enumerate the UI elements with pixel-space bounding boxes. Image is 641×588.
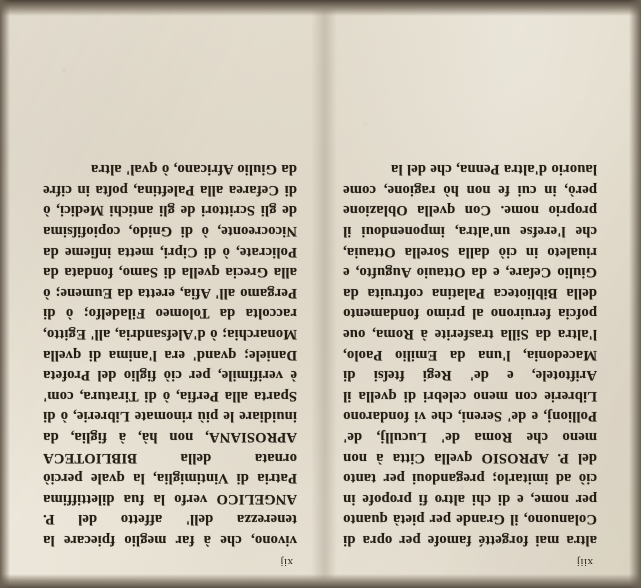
- right-page: [17, 20, 309, 568]
- right-page-paragraph: vivono, che à far meglio fpiecare la tenerezza dell' affetto del P. ANGELICO verfo la fua dilettiffima Patria di Vintimiglia, la qvale perciò ornata della BIBLIOTECA APROSIANA, non hà, à figlia, da inuidiare le più rinomate Librerie, ò di Sparta alla Perfia, ò di Tiratura, com' è verifimile, per ciò figlio del Profeta Daniele; qvand' era l'anima di qvella Monarchia; ò d'Alefsandria, all' Egitto, raccolta da Tolomeo Filadelfo; ò di Pergamo all' Afia, eretta da Eumene; ò alla Grecia qvella di Samo, fondata da Policrate, ò di Cipri, metta inſieme da Nicocreonte, ò di Gnido, copiofiſsima de gli Scrittori de gli antichi Medici, ò di Cefarea alla Paleftina, poſta in cifre da Giulio Africano, ò qval' altra: [43, 161, 297, 548]
- left-page-paragraph: altra mai forgetté famofe per opra di Colanuono, il Grande per pietà quanto per nome, e di chi altro fi propofe in ciò ad imitarlo; pregandoui per tanto del P. APROSIO qvella Citta à non meno che Roma de' Lucullj, de' Pollionj, e de' Sereni, che vi fondarono Librerie con meno celebri di qvella il Ariftotele, e de' Regi fteſsi di Macedonia, l'una da Emilio Paolo, l'altra da Silla trasferite à Roma, oue pofcia feruirono al primo fondamento della Biblioteca Palatina coftruita da Giulio Ceſare, e da Ottauio Augufto, e riualeto in ciò dalla Sorella Ottauia, che l'erefse un'altra, imponendoui il proprio nome. Con qvella Oblazione però, in cui fe non hò ragione, come lauorio d'altra Penna, che del la: [343, 161, 597, 548]
- left-page: [331, 20, 623, 568]
- right-page-folio: xij: [279, 556, 293, 568]
- left-page-body: [343, 159, 597, 550]
- right-page-body: [43, 159, 297, 550]
- left-page-folio: xiij: [576, 556, 593, 568]
